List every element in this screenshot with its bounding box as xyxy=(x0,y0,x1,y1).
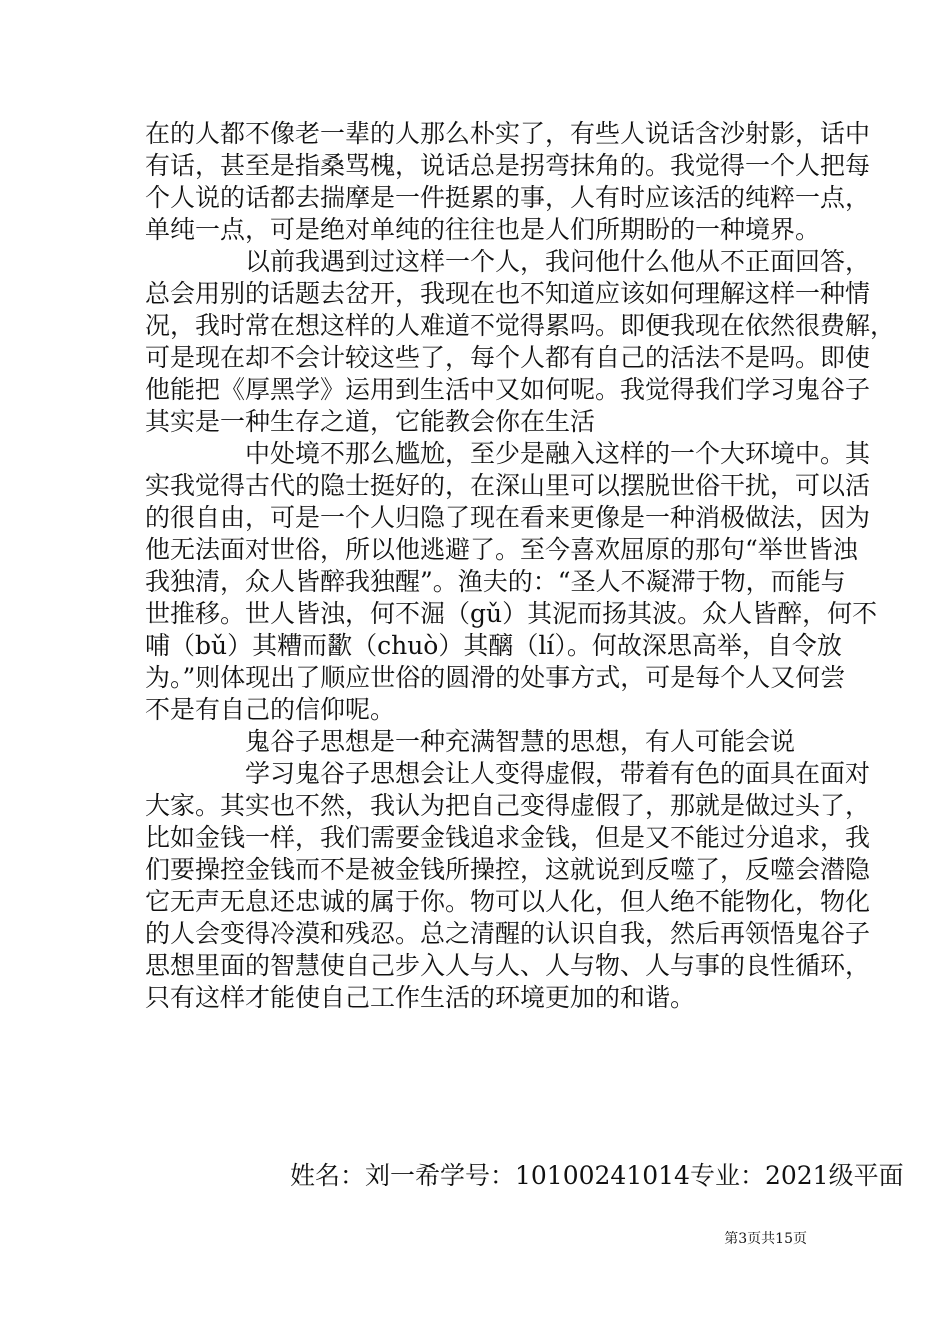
text-line: 比如金钱一样，我们需要金钱追求金钱，但是又不能过分追求，我 xyxy=(145,823,871,852)
text-line: 我独清，众人皆醉我独醒”。渔夫的：“圣人不凝滞于物，而能与 xyxy=(145,567,846,596)
text-line: 他能把《厚黑学》运用到生活中又如何呢。我觉得我们学习鬼谷子 xyxy=(145,375,871,404)
text-line: 况，我时常在想这样的人难道不觉得累吗。即便我现在依然很费解， xyxy=(145,311,896,340)
text-line: 其实是一种生存之道，它能教会你在生活 xyxy=(145,407,596,436)
text-line: 有话，甚至是指桑骂槐，说话总是拐弯抹角的。我觉得一个人把每 xyxy=(145,151,871,180)
text-line: 他无法面对世俗，所以他逃避了。至今喜欢屈原的那句“举世皆浊 xyxy=(145,535,858,564)
text-line: 学习鬼谷子思想会让人变得虚假，带着有色的面具在面对 xyxy=(245,759,871,788)
page-number: 第3页共15页 xyxy=(724,1231,807,1247)
text-line: 实我觉得古代的隐士挺好的，在深山里可以摆脱世俗干扰，可以活 xyxy=(145,471,871,500)
text-line: 可是现在却不会计较这些了，每个人都有自己的活法不是吗。即使 xyxy=(145,343,871,372)
text-line: 鬼谷子思想是一种充满智慧的思想，有人可能会说 xyxy=(245,727,796,756)
text-line: 只有这样才能使自己工作生活的环境更加的和谐。 xyxy=(145,983,696,1012)
text-line: 世推移。世人皆浊，何不淈（gǔ）其泥而扬其波。众人皆醉，何不 xyxy=(145,599,878,628)
text-line: 大家。其实也不然，我认为把自己变得虚假了，那就是做过头了， xyxy=(145,791,871,820)
text-line: 个人说的话都去揣摩是一件挺累的事，人有时应该活的纯粹一点， xyxy=(145,183,871,212)
text-line: 总会用别的话题去岔开，我现在也不知道应该如何理解这样一种情 xyxy=(145,279,871,308)
text-line: 们要操控金钱而不是被金钱所操控，这就说到反噬了，反噬会潜隐 xyxy=(145,855,871,884)
text-line: 在的人都不像老一辈的人那么朴实了，有些人说话含沙射影，话中 xyxy=(145,119,871,148)
text-line: 以前我遇到过这样一个人，我问他什么他从不正面回答， xyxy=(245,247,871,276)
text-line: 的很自由，可是一个人归隐了现在看来更像是一种消极做法，因为 xyxy=(145,503,871,532)
text-line: 的人会变得冷漠和残忍。总之清醒的认识自我，然后再领悟鬼谷子 xyxy=(145,919,871,948)
text-line: 单纯一点，可是绝对单纯的往往也是人们所期盼的一种境界。 xyxy=(145,215,821,244)
text-line: 思想里面的智慧使自己步入人与人、人与物、人与事的良性循环， xyxy=(145,951,871,980)
text-line: 为。”则体现出了顺应世俗的圆滑的处事方式，可是每个人又何尝 xyxy=(145,663,846,692)
author-info-line: 姓名：刘一希学号：10100241014专业：2021级平面 xyxy=(290,1161,904,1190)
text-line: 它无声无息还忠诚的属于你。物可以人化，但人绝不能物化，物化 xyxy=(145,887,871,916)
text-line: 中处境不那么尴尬，至少是融入这样的一个大环境中。其 xyxy=(245,439,871,468)
body-text xyxy=(145,118,896,1014)
text-line: 不是有自己的信仰呢。 xyxy=(145,695,396,724)
text-line: 哺（bǔ）其糟而歠（chuò）其醨（lí）。何故深思高举，自令放 xyxy=(145,631,842,660)
